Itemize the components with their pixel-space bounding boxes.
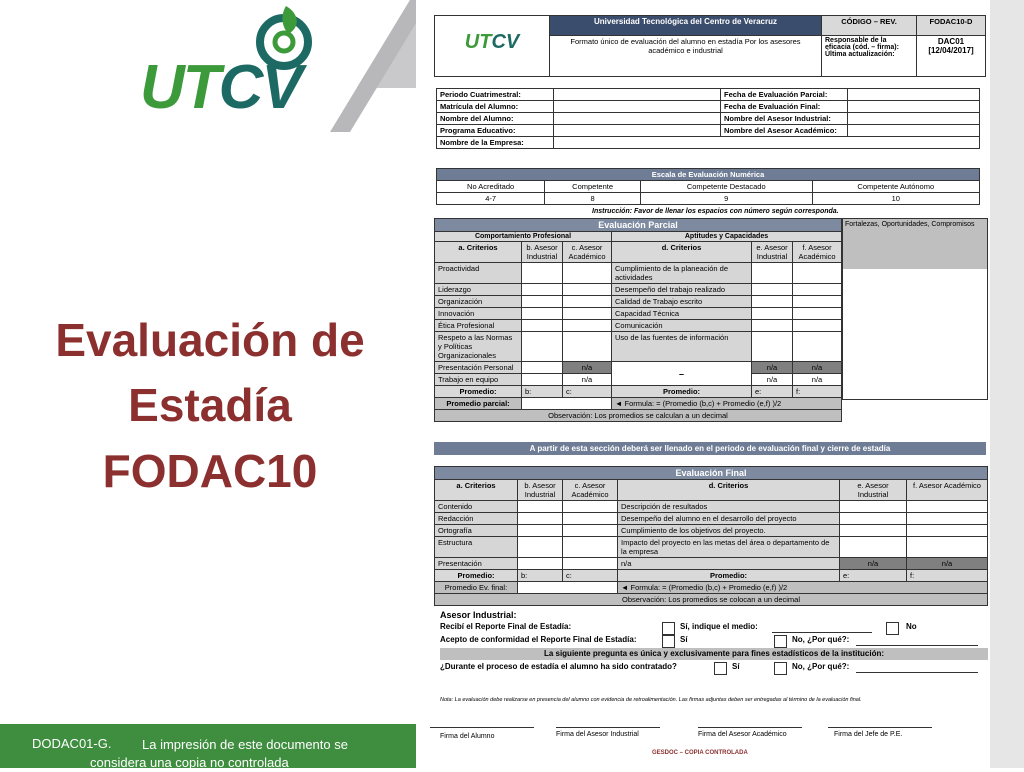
partial-criterion: Comunicación xyxy=(612,320,752,332)
checkbox[interactable] xyxy=(886,622,899,635)
signature-line xyxy=(556,727,660,728)
checkbox[interactable] xyxy=(774,662,787,675)
col-d-header: d. Criterios xyxy=(612,242,752,263)
student-info xyxy=(436,88,980,149)
scale-level-value: 10 xyxy=(812,193,979,205)
scale-level-name: Competente Destacado xyxy=(640,181,812,193)
nombre-alumno-label: Nombre del Alumno: xyxy=(437,113,554,125)
partial-criterion: Calidad de Trabajo escrito xyxy=(612,296,752,308)
signature-line xyxy=(698,727,802,728)
partial-criterion: Cumplimiento de la planeación de actividades xyxy=(612,263,752,284)
porque-line xyxy=(856,645,978,646)
final-title: Evaluación Final xyxy=(435,467,988,480)
partial-evaluation xyxy=(434,218,842,422)
scale-level-value: 8 xyxy=(545,193,641,205)
matricula-label: Matrícula del Alumno: xyxy=(437,101,554,113)
q1-label: Recibí el Reporte Final de Estadía: xyxy=(440,622,572,631)
promedio-parcial-label: Promedio parcial: xyxy=(435,398,522,410)
partial-criterion: Uso de las fuentes de información xyxy=(612,332,752,362)
promedio-label: Promedio: xyxy=(618,570,840,582)
doc-code: FODAC10-D xyxy=(917,16,986,36)
university-name: Universidad Tecnológica del Centro de Veracruz xyxy=(550,16,822,36)
final-criterion: Cumplimiento de los objetivos del proyecto. xyxy=(618,525,840,537)
partial-criterion: Organización xyxy=(435,296,522,308)
partial-criterion: Liderazgo xyxy=(435,284,522,296)
na-cell: n/a xyxy=(752,374,793,386)
col-c-header: c. Asesor Académico xyxy=(563,242,612,263)
final-criterion: Impacto del proyecto en las metas del área o departamento de la empresa xyxy=(618,537,840,558)
dash-cell: – xyxy=(612,362,752,386)
col-b-header: b. Asesor Industrial xyxy=(518,480,563,501)
col-a-header: a. Criterios xyxy=(435,242,522,263)
programa-label: Programa Educativo: xyxy=(437,125,554,137)
footer-note: La impresión de este documento se considera una copia no controlada xyxy=(90,737,348,770)
signature-label: Firma del Alumno xyxy=(440,733,495,740)
comp-prof-header: Comportamiento Profesional xyxy=(435,232,612,242)
signature-line xyxy=(430,727,534,728)
responsible-label: Responsable de la eficacia (cód. – firma): Última actualización: xyxy=(822,36,917,77)
final-criterion: Estructura xyxy=(435,537,518,558)
avg-c: c: xyxy=(563,570,618,582)
asesor-industrial-label: Nombre del Asesor Industrial: xyxy=(721,113,848,125)
slide-title xyxy=(30,308,390,504)
partial-title: Evaluación Parcial xyxy=(435,219,842,232)
avg-e: e: xyxy=(840,570,907,582)
asesor-title: Asesor Industrial: xyxy=(440,610,517,620)
final-formula: ◄ Formula: = (Promedio (b,c) + Promedio (e,f) )/2 xyxy=(618,582,988,594)
instruction: Instrucción: Favor de llenar los espacios con número según corresponda. xyxy=(592,208,839,215)
footer-code: DODAC01-G. xyxy=(32,736,112,751)
signature-label: Firma del Asesor Industrial xyxy=(556,731,639,738)
fortalezas-box xyxy=(842,218,988,400)
col-c-header: c. Asesor Académico xyxy=(563,480,618,501)
na-cell: n/a xyxy=(563,374,612,386)
stat-note: La siguiente pregunta es única y exclusivamente para fines estadísticos de la institución: xyxy=(440,648,988,660)
partial-observation: Observación: Los promedios se calculan a un decimal xyxy=(435,410,842,422)
doc-logo-cell: UTCV xyxy=(435,16,550,77)
partial-criterion: Capacidad Técnica xyxy=(612,308,752,320)
form-document xyxy=(416,0,990,768)
promedio-label: Promedio: xyxy=(612,386,752,398)
aptitudes-header: Aptitudes y Capacidades xyxy=(612,232,842,242)
signature-label: Firma del Jefe de P.E. xyxy=(834,731,903,738)
final-criterion: Contenido xyxy=(435,501,518,513)
col-b-header: b. Asesor Industrial xyxy=(522,242,563,263)
checkbox[interactable] xyxy=(774,635,787,648)
title-line-1: Evaluación de xyxy=(55,314,365,366)
final-criterion: Descripción de resultados xyxy=(618,501,840,513)
final-evaluation xyxy=(434,466,988,606)
q3-label: ¿Durante el proceso de estadía el alumno ha sido contratado? xyxy=(440,662,677,671)
promedio-label: Promedio: xyxy=(435,386,522,398)
responsible-value: DAC01 [12/04/2017] xyxy=(917,36,986,77)
col-e-header: e. Asesor Industrial xyxy=(752,242,793,263)
scale-title: Escala de Evaluación Numérica xyxy=(437,169,980,181)
periodo-label: Periodo Cuatrimestral: xyxy=(437,89,554,101)
scale-table xyxy=(436,168,980,205)
medio-line xyxy=(772,632,872,633)
porque-line xyxy=(856,672,978,673)
avg-f: f: xyxy=(793,386,842,398)
partial-criterion: Trabajo en equipo xyxy=(435,374,522,386)
note: Nota: La evaluación debe realizarse en presencia del alumno con evidencia de retroalimentación. Las firmas adjuntas deben ser entregadas al término de la evaluación final. xyxy=(440,697,862,703)
logo: UTCV xyxy=(140,53,301,122)
na-cell: n/a xyxy=(840,558,907,570)
checkbox[interactable] xyxy=(714,662,727,675)
final-criterion: Ortografía xyxy=(435,525,518,537)
partial-criterion: Presentación Personal xyxy=(435,362,522,374)
na-cell: n/a xyxy=(618,558,840,570)
partial-criterion: Ética Profesional xyxy=(435,320,522,332)
checkbox[interactable] xyxy=(662,622,675,635)
format-title: Formato único de evaluación del alumno en estadía Por los asesores académico e industrial xyxy=(550,36,822,77)
si-label: Sí xyxy=(732,662,740,671)
empresa-label: Nombre de la Empresa: xyxy=(437,137,554,149)
doc-header xyxy=(434,15,986,77)
col-e-header: e. Asesor Industrial xyxy=(840,480,907,501)
col-d-header: d. Criterios xyxy=(618,480,840,501)
title-line-3: FODAC10 xyxy=(102,444,318,497)
partial-criterion: Proactividad xyxy=(435,263,522,284)
partial-formula: ◄ Formula: = (Promedio (b,c) + Promedio (e,f) )/2 xyxy=(612,398,842,410)
scale-level-value: 4-7 xyxy=(437,193,545,205)
col-f-header: f. Asesor Académico xyxy=(907,480,988,501)
controlled-copy: GESDOC – COPIA CONTROLADA xyxy=(652,750,748,756)
q2-label: Acepto de conformidad el Reporte Final de Estadía: xyxy=(440,635,637,644)
na-cell: n/a xyxy=(563,362,612,374)
fortalezas-label: Fortalezas, Oportunidades, Compromisos xyxy=(843,219,987,269)
final-observation: Observación: Los promedios se colocan a un decimal xyxy=(435,594,988,606)
promedio-final-label: Promedio Ev. final: xyxy=(435,582,518,594)
title-line-2: Estadía xyxy=(128,379,292,432)
q3-row xyxy=(440,662,988,676)
checkbox[interactable] xyxy=(662,635,675,648)
final-criterion: Redacción xyxy=(435,513,518,525)
avg-b: b: xyxy=(522,386,563,398)
si-medio-label: Sí, indique el medio: xyxy=(680,622,758,631)
fecha-final-label: Fecha de Evaluación Final: xyxy=(721,101,848,113)
final-banner: A partir de esta sección deberá ser llenado en el periodo de evaluación final y cierre de estadía xyxy=(434,442,986,455)
col-a-header: a. Criterios xyxy=(435,480,518,501)
na-cell: n/a xyxy=(793,374,842,386)
promedio-label: Promedio: xyxy=(435,570,518,582)
na-cell: n/a xyxy=(793,362,842,374)
si-label: Sí xyxy=(680,635,688,644)
q2-row xyxy=(440,635,988,648)
partial-criterion: Desempeño del trabajo realizado xyxy=(612,284,752,296)
scale-level-name: Competente Autónomo xyxy=(812,181,979,193)
no-porque-label: No, ¿Por qué?: xyxy=(792,662,850,671)
logo-band xyxy=(0,0,430,132)
avg-b: b: xyxy=(518,570,563,582)
scale-level-value: 9 xyxy=(640,193,812,205)
no-label: No xyxy=(906,622,917,631)
footer xyxy=(0,724,416,768)
scale-level-name: Competente xyxy=(545,181,641,193)
col-f-header: f. Asesor Académico xyxy=(793,242,842,263)
signature-label: Firma del Asesor Académico xyxy=(698,731,787,738)
na-cell: n/a xyxy=(752,362,793,374)
signature-line xyxy=(828,727,932,728)
avg-e: e: xyxy=(752,386,793,398)
asesor-section xyxy=(440,610,988,676)
q1-row xyxy=(440,622,988,635)
avg-f: f: xyxy=(907,570,988,582)
scale-level-name: No Acreditado xyxy=(437,181,545,193)
no-porque-label: No, ¿Por qué?: xyxy=(792,635,850,644)
asesor-academico-label: Nombre del Asesor Académico: xyxy=(721,125,848,137)
fecha-parcial-label: Fecha de Evaluación Parcial: xyxy=(721,89,848,101)
final-criterion: Presentación xyxy=(435,558,518,570)
right-background xyxy=(990,0,1024,768)
partial-criterion: Innovación xyxy=(435,308,522,320)
avg-c: c: xyxy=(563,386,612,398)
code-rev-label: CÓDIGO – REV. xyxy=(822,16,917,36)
final-criterion: Desempeño del alumno en el desarrollo del proyecto xyxy=(618,513,840,525)
partial-criterion: Respeto a las Normas y Políticas Organizacionales xyxy=(435,332,522,362)
na-cell: n/a xyxy=(907,558,988,570)
